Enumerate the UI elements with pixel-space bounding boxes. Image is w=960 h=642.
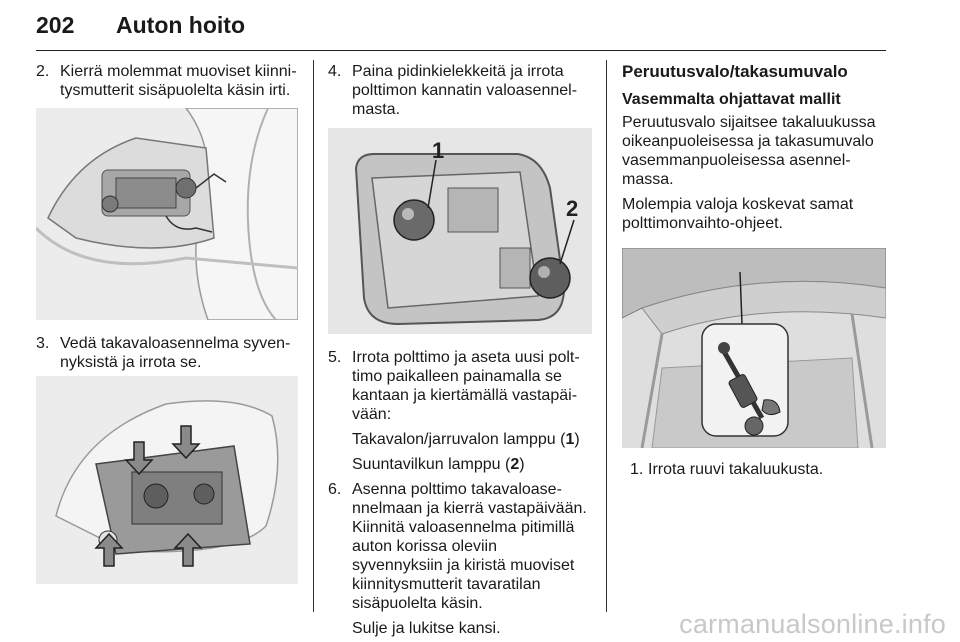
column-3-lower [622, 460, 888, 479]
lamp-1-ref: 1 [565, 431, 575, 448]
chapter-title: Auton hoito [116, 12, 246, 38]
lamp-2-label: Suuntavilkun lamppu ( [352, 456, 511, 473]
step-text: Asenna polttimo takavaloasennelmaan ja kierrä vastapäivään. Kiinnitä valoasennelma pitimillä auton korissa oleviin syvennyksiin ja kiristä muoviset kiinnitysmutterit tavaratilan sisäpuolelta käsin. [352, 481, 587, 612]
callout-1: 1 [432, 138, 445, 163]
column-1-lower [36, 334, 298, 372]
callout-2: 2 [566, 196, 579, 221]
column-2 [328, 62, 592, 119]
lamp-1-label: Takavalon/jarruvalon lamppu ( [352, 431, 566, 448]
step-number: 1. [630, 461, 644, 478]
step-text: Vedä takavaloasennelma syvennyksistä ja irrota se. [60, 335, 291, 371]
lamp-2-line [328, 455, 592, 474]
column-3 [622, 62, 888, 239]
page-header [36, 4, 886, 51]
step-5 [328, 348, 592, 424]
closing-instruction: Sulje ja lukitse kansi. [352, 620, 501, 637]
column-divider-2 [606, 60, 607, 612]
watermark: carmanualsonline.info [679, 609, 946, 639]
step-text: Irrota ruuvi takaluukusta. [648, 461, 824, 478]
section-subheading: Vasemmalta ohjattavat mallit [622, 91, 841, 108]
step-number: 4. [328, 63, 342, 80]
step-number: 6. [328, 481, 342, 498]
lamp-2-ref: 2 [510, 456, 520, 473]
step-number: 3. [36, 335, 50, 352]
paragraph-2: Molempia valoja koskevat samat polttimonvaihto-ohjeet. [622, 196, 854, 232]
figure-taillight-removal [36, 376, 298, 584]
step-2 [36, 62, 298, 100]
lamp-2-close: ) [519, 456, 525, 473]
step-text: Paina pidinkielekkeitä ja irrota polttimon kannatin valoasennelmasta. [352, 63, 578, 118]
step-number: 5. [328, 349, 342, 366]
lamp-1-line [328, 430, 592, 449]
step-text: Irrota polttimo ja aseta uusi polttimo paikalleen painamalla se kantaan ja kiertämällä vastapäivään: [352, 349, 580, 423]
page-number: 202 [36, 12, 75, 38]
figure-tailgate-screw [622, 248, 886, 448]
step-text: Kierrä molemmat muoviset kiinnitysmutterit sisäpuolelta käsin irti. [60, 63, 297, 99]
column-1 [36, 62, 298, 100]
paragraph-1: Peruutusvalo sijaitsee takaluukussa oikeanpuoleisessa ja takasumuvalo vasemmanpuoleisessa asennelmassa. [622, 114, 876, 188]
figure-bulb-holder [328, 128, 592, 334]
column-2-lower [328, 348, 592, 638]
section-heading: Peruutusvalo/takasumuvalo [622, 62, 848, 81]
step-4 [328, 62, 592, 119]
figure-taillight-nuts [36, 108, 298, 320]
step-1 [622, 460, 888, 479]
step-3 [36, 334, 298, 372]
lamp-1-close: ) [574, 431, 580, 448]
column-divider-1 [313, 60, 314, 612]
step-number: 2. [36, 63, 50, 80]
step-6 [328, 480, 592, 613]
